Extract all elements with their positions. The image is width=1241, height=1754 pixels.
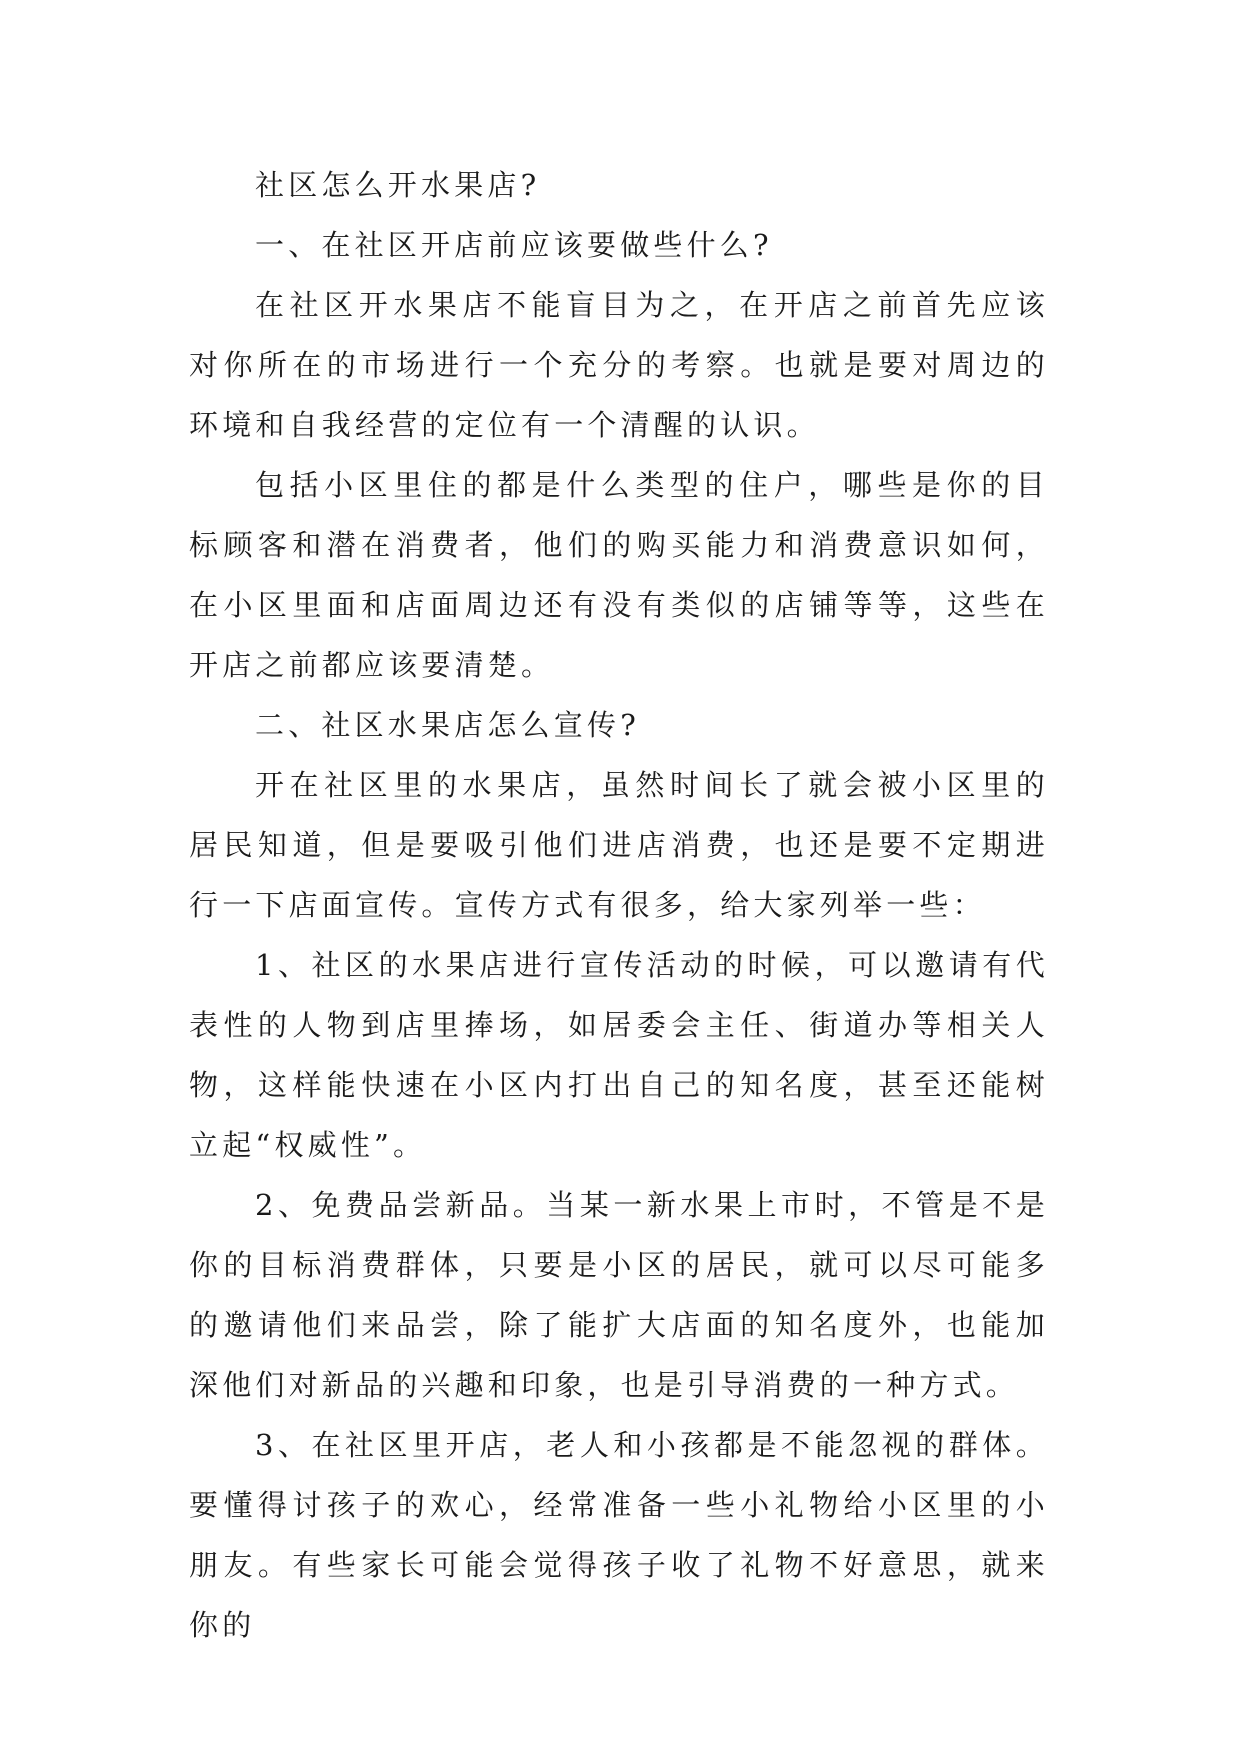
paragraph: 在社区开水果店不能盲目为之，在开店之前首先应该对你所在的市场进行一个充分的考察。也就是要对周边的环境和自我经营的定位有一个清醒的认识。 (189, 288, 1049, 442)
paragraph: 开在社区里的水果店，虽然时间长了就会被小区里的居民知道，但是要吸引他们进店消费，也还是要不定期进行一下店面宣传。宣传方式有很多，给大家列举一些： (189, 768, 1049, 922)
list-item-2: 2、免费品尝新品。当某一新水果上市时，不管是不是你的目标消费群体，只要是小区的居民，就可以尽可能多的邀请他们来品尝，除了能扩大店面的知名度外，也能加深他们对新品的兴趣和印象，也是引导消费的一种方式。 (189, 1188, 1049, 1402)
section-heading-1: 一、在社区开店前应该要做些什么? (255, 228, 773, 262)
list-item-3: 3、在社区里开店，老人和小孩都是不能忽视的群体。要懂得讨孩子的欢心，经常准备一些小礼物给小区里的小朋友。有些家长可能会觉得孩子收了礼物不好意思，就来你的 (189, 1428, 1049, 1642)
document-body (189, 155, 1049, 1655)
section-heading-2: 二、社区水果店怎么宣传? (255, 708, 640, 742)
document-title: 社区怎么开水果店? (255, 168, 541, 202)
paragraph: 包括小区里住的都是什么类型的住户，哪些是你的目标顾客和潜在消费者，他们的购买能力和消费意识如何，在小区里面和店面周边还有没有类似的店铺等等，这些在开店之前都应该要清楚。 (189, 468, 1049, 682)
list-item-1: 1、社区的水果店进行宣传活动的时候，可以邀请有代表性的人物到店里捧场，如居委会主任、街道办等相关人物，这样能快速在小区内打出自己的知名度，甚至还能树立起“权威性”。 (189, 948, 1049, 1162)
